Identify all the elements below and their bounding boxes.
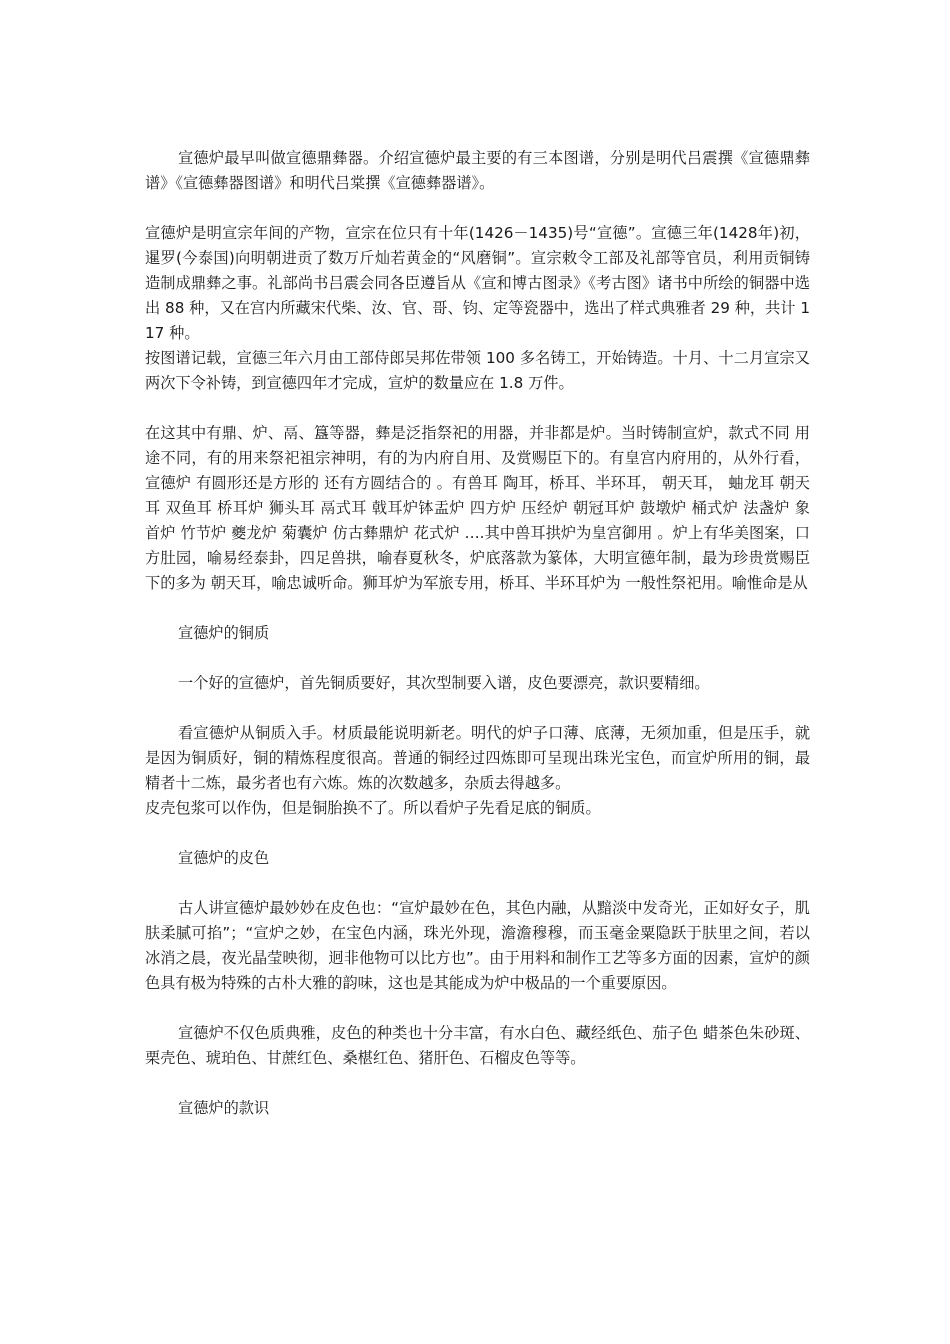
paragraph-casting: 按图谱记载，宣德三年六月由工部侍郎吴邦佐带领 100 多名铸工，开始铸造。十月、十二月宣宗又两次下令补铸，到宣德四年才完成，宣炉的数量应在 1.8 万件。 xyxy=(145,349,810,392)
spacer xyxy=(145,871,810,896)
paragraph-patina-note: 皮壳包浆可以作伪，但是铜胎换不了。所以看炉子先看足底的铜质。 xyxy=(145,799,601,817)
spacer xyxy=(145,696,810,721)
spacer xyxy=(145,396,810,421)
paragraph-types: 在这其中有鼎、炉、鬲、簋等器，彝是泛指祭祀的用器，并非都是炉。当时铸制宣炉，款式不同 用途不同，有的用来祭祀祖宗神明，有的为内府自用、及赏赐臣下的。有皇宫内府用的，从外行看，宣德炉 有圆形还是方形的 还有方圆结合的 。有兽耳 陶耳，桥耳、半环耳， 朝天耳， 蚰龙耳 朝天耳 双鱼耳 桥耳炉 狮头耳 鬲式耳 戟耳炉钵盂炉 四方炉 压经炉 朝冠耳炉 鼓墩炉 桶式炉 法盏炉 象首炉 竹节炉 夔龙炉 菊囊炉 仿古彝鼎炉 花式炉 ….其中兽耳拱炉为皇宫御用 。炉上有华美图案，口方肚园，喻易经泰卦，四足兽拱，喻春夏秋冬，炉底落款为篆体，大明宣德年制，最为珍贵赏赐臣下的多为 朝天耳，喻忠诚听命。狮耳炉为军旅专用，桥耳、半环耳炉为 一般性祭祀用。喻惟命是从 xyxy=(145,424,810,592)
section-heading-marks: 宣德炉的款识 xyxy=(178,1099,270,1117)
paragraph-quality: 一个好的宣德炉，首先铜质要好，其次型制要入谱，皮色要漂亮，款识要精细。 xyxy=(178,674,710,692)
spacer xyxy=(145,1071,810,1096)
paragraph-intro: 宣德炉最早叫做宣德鼎彝器。介绍宣德炉最主要的有三本图谱，分别是明代吕震撰《宣德鼎彝谱》《宣德彝器图谱》和明代吕棠撰《宣德彝器谱》。 xyxy=(145,149,810,192)
spacer xyxy=(145,646,810,671)
paragraph-copper: 看宣德炉从铜质入手。材质最能说明新老。明代的炉子口薄、底薄，无须加重，但是压手，就是因为铜质好，铜的精炼程度很高。普通的铜经过四炼即可呈现出珠光宝色，而宣炉所用的铜，最精者十二炼，最劣者也有六炼。炼的次数越多，杂质去得越多。 xyxy=(145,724,810,792)
paragraph-history: 宣德炉是明宣宗年间的产物，宣宗在位只有十年(1426－1435)号“宣德”。宣德三年(1428年)初，暹罗(今泰国)向明朝进贡了数万斤灿若黄金的“风磨铜”。宣宗敕令工部及礼部等官员，利用贡铜铸造制成鼎彝之事。礼部尚书吕震会同各臣遵旨从《宣和博古图录》《考古图》诸书中所绘的铜器中选出 88 种，又在宫内所藏宋代柴、汝、官、哥、钧、定等瓷器中，选出了样式典雅者 29 种，共计 117 种。 xyxy=(145,224,810,342)
section-heading-copper: 宣德炉的铜质 xyxy=(178,624,270,642)
section-heading-color: 宣德炉的皮色 xyxy=(178,849,270,867)
spacer xyxy=(145,996,810,1021)
spacer xyxy=(145,821,810,846)
document-body xyxy=(145,146,810,1121)
paragraph-color-types: 宣德炉不仅色质典雅，皮色的种类也十分丰富，有水白色、藏经纸色、茄子色 蜡茶色朱砂斑、栗壳色、琥珀色、甘蔗红色、桑椹红色、猪肝色、石榴皮色等等。 xyxy=(145,1024,810,1067)
spacer xyxy=(145,196,810,221)
spacer xyxy=(145,596,810,621)
paragraph-color: 古人讲宣德炉最妙妙在皮色也：“宣炉最妙在色，其色内融，从黯淡中发奇光，正如好女子，肌肤柔腻可掐”；“宣炉之妙，在宝色内涵，珠光外现，澹澹穆穆，而玉毫金粟隐跃于肤里之间，若以冰消之晨，夜光晶莹映彻，迥非他物可以比方也”。由于用料和制作工艺等多方面的因素，宣炉的颜色具有极为特殊的古朴大雅的韵味，这也是其能成为炉中极品的一个重要原因。 xyxy=(145,899,810,992)
